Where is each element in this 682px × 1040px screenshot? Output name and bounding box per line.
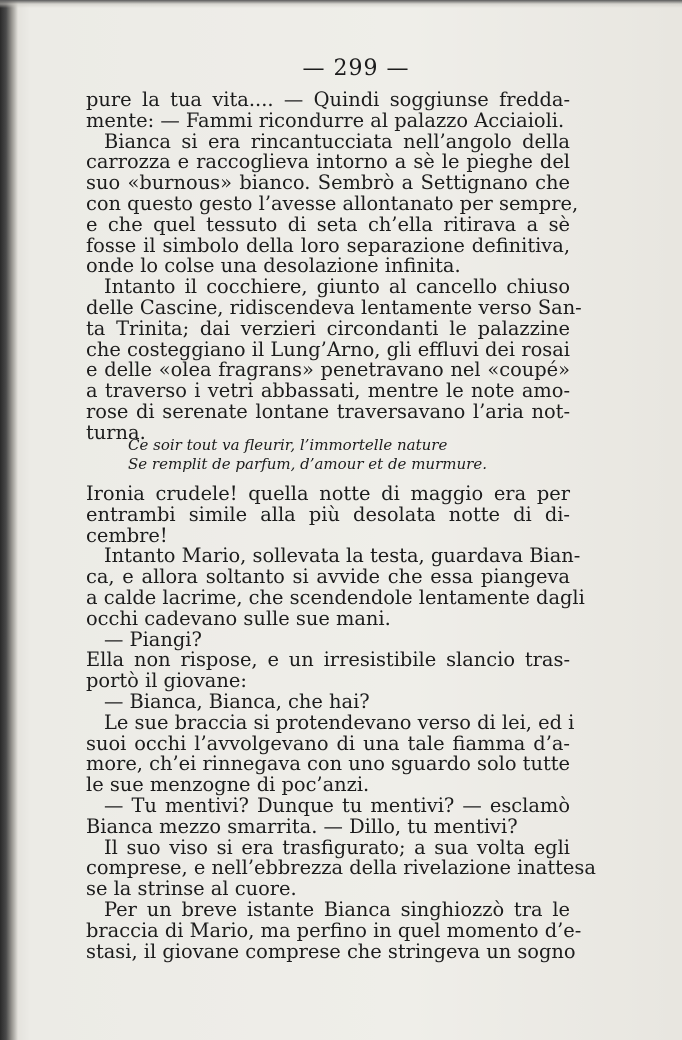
text-line: Intanto Mario, sollevata la testa, guardava Bian- [104, 544, 581, 568]
text-line: le sue menzogne di poc’anzi. [86, 773, 370, 797]
text-line: a calde lacrime, che scendendole lentamente dagli [86, 585, 585, 609]
text-line: con questo gesto l’avesse allontanato per sempre, [86, 191, 579, 215]
text-line: e che quel tessuto di seta ch’ella ritirava a sè [86, 212, 570, 236]
text-line: stasi, il giovane comprese che stringeva un sogno [86, 939, 576, 963]
text-block-top [86, 88, 582, 444]
text-line: entrambi simile alla più desolata notte di di- [86, 502, 570, 526]
text-line: e delle «olea fragrans» penetravano nel «coupé» [86, 358, 570, 382]
text-line: pure la tua vita.... — Quindi soggiunse fredda- [86, 88, 570, 111]
text-line: a traverso i vetri abbassati, mentre le note amo- [86, 379, 570, 403]
verse-line: Ce soir tout va fleurir, l’immortelle nature [128, 436, 448, 454]
top-edge [0, 0, 682, 8]
text-line: — Piangi? [104, 627, 202, 651]
text-line: Per un breve istante Bianca singhiozzò tra le [104, 897, 570, 921]
binding-edge [0, 0, 18, 1040]
text-line: cembre! [86, 523, 168, 547]
text-line: Le sue braccia si protendevano verso di lei, ed i [104, 710, 575, 734]
text-line: turna. [86, 420, 146, 444]
text-line: carrozza e raccoglieva intorno a sè le pieghe del [86, 150, 570, 174]
text-line: fosse il simbolo della loro separazione definitiva, [86, 233, 570, 257]
text-line: — Bianca, Bianca, che hai? [104, 689, 370, 713]
text-line: che costeggiano il Lung’Arno, gli effluvi dei rosai [86, 337, 570, 361]
text-line: mente: — Fammi ricondurre al palazzo Acciaioli. [86, 108, 565, 132]
text-line: occhi cadevano sulle sue mani. [86, 606, 391, 630]
text-line: Bianca si era rincantucciata nell’angolo della [104, 129, 570, 153]
text-line: — Tu mentivi? Dunque tu mentivi? — esclamò [104, 793, 570, 817]
text-line: comprese, e nell’ebbrezza della rivelazione inattesa [86, 856, 596, 880]
text-line: portò il giovane: [86, 669, 247, 693]
text-line: Ella non rispose, e un irresistibile slancio tras- [86, 648, 570, 672]
verse-line: Se remplit de parfum, d’amour et de murmure. [128, 455, 487, 473]
page-number: — 299 — [302, 56, 410, 81]
text-block-bottom [86, 482, 596, 963]
text-line: delle Cascine, ridiscendeva lentamente verso San- [86, 295, 582, 319]
text-line: suoi occhi l’avvolgevano di una tale fiamma d’a- [86, 731, 570, 755]
text-line: onde lo colse una desolazione infinita. [86, 254, 461, 278]
text-line: Intanto il cocchiere, giunto al cancello chiuso [104, 275, 570, 299]
text-line: rose di serenate lontane traversavano l’aria not- [86, 399, 570, 423]
text-line: Il suo viso si era trasfigurato; a sua volta egli [104, 835, 570, 859]
text-line: Ironia crudele! quella notte di maggio era per [86, 482, 570, 505]
text-line: ta Trinita; dai verzieri circondanti le palazzine [86, 316, 570, 340]
text-line: suo «burnous» bianco. Sembrò a Settignano che [86, 171, 570, 195]
text-line: se la strinse al cuore. [86, 877, 297, 901]
text-line: more, ch’ei rinnegava con uno sguardo solo tutte [86, 752, 570, 776]
text-line: braccia di Mario, ma perfino in quel momento d’e- [86, 918, 582, 942]
verse-quote [128, 436, 548, 474]
text-line: Bianca mezzo smarrita. — Dillo, tu mentivi? [86, 814, 518, 838]
text-line: ca, e allora soltanto si avvide che essa piangeva [86, 565, 570, 589]
